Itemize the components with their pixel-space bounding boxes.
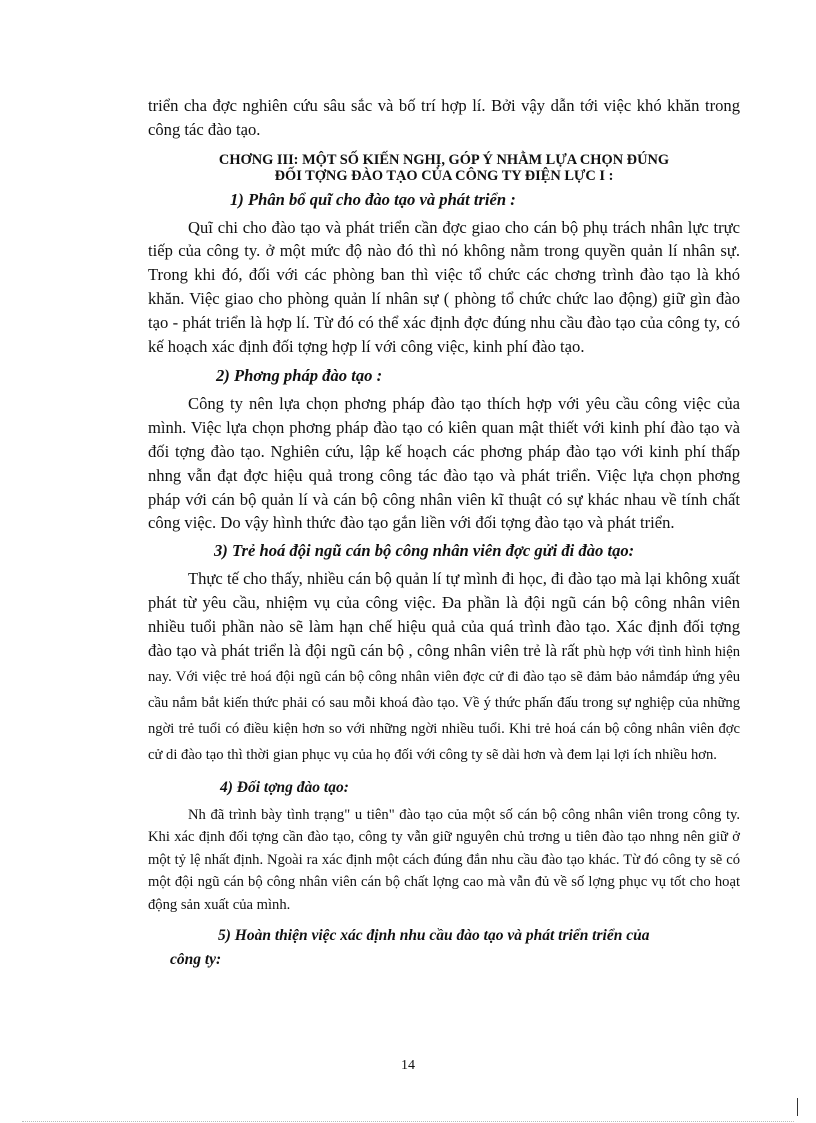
- section-3-heading: 3) Trẻ hoá đội ngũ cán bộ công nhân viên đợc gửi đi đào tạo:: [214, 541, 635, 561]
- section-3-body-small: phù hợp với tình hình hiện nay. Với việc trẻ hoá đội ngũ cán bộ công nhân viên đợc cử đi đào tạo sẽ đảm bảo nắmđáp ứng yêu cầu nắm bắt kiến thức phải có sau mỗi khoá đào tạo. Về ý thức phấn đấu trong sự nghiệp của những ngời trẻ tuổi có điều kiện hơn so với những ngời nhiều tuổi. Khi trẻ hoá cán bộ công nhân viên đợc cử di đào tạo thì thời gian phục vụ của họ đối với công ty sẽ dài hơn và đem lại lợi ích nhiều hơn.: [148, 643, 740, 763]
- section-3-body: [148, 567, 740, 767]
- page-content: [148, 94, 740, 976]
- section-2-heading: 2) Phơng pháp đào tạo :: [216, 366, 383, 386]
- section-2-body: Công ty nên lựa chọn phơng pháp đào tạo thích hợp với yêu cầu công việc của mình. Việc lựa chọn phơng pháp đào tạo có kiên quan mật thiết với kinh phí đào tạo và đối tợng đào tạo. Nghiên cứu, lập kế hoạch các phơng pháp đào tạo với kinh phí thấp nhng vẫn đạt đợc hiệu quả trong công tác đào tạo và phát triển. Việc lựa chọn phơng pháp với cán bộ quản lí và cán bộ công nhân viên kĩ thuật có sự khác nhau về tính chất công việc. Do vậy hình thức đào tạo gắn liền với đối tợng đào tạo và phát triển.: [148, 394, 740, 533]
- page-number: 14: [401, 1058, 415, 1073]
- section-5-heading-line-1: 5) Hoàn thiện việc xác định nhu cầu đào tạo và phát triển triển của: [218, 927, 650, 945]
- page-edge-mark: [797, 1098, 798, 1116]
- chapter-title-line-2: ĐỐI TỢNG ĐÀO TẠO CỦA CÔNG TY ĐIỆN LỰC I :: [274, 167, 614, 184]
- chapter-title-line-1: CHƠNG III: MỘT SỐ KIẾN NGHỊ, GÓP Ý NHẰM LỰA CHỌN ĐÚNG: [218, 151, 670, 168]
- section-4-body: Nh đã trình bày tình trạng" u tiên" đào tạo của một số cán bộ công nhân viên trong công ty. Khi xác định đối tợng cần đào tạo, công ty vẫn giữ nguyên chủ trơng u tiên đào tạo nhng nên giữ ở một tỷ lệ nhất định. Ngoài ra xác định một cách đúng đắn nhu cầu đào tạo khác. Từ đó công ty sẽ có một đội ngũ cán bộ công nhân viên cán bộ chất lợng cao mà vẫn đủ về số lợng phục vụ tốt cho hoạt động sản xuất của mình.: [148, 806, 740, 913]
- section-3-body-large: Thực tế cho thấy, nhiều cán bộ quản lí tự mình đi học, đi đào tạo mà lại không xuất phát từ yêu cầu, nhiệm vụ của công việc. Đa phần là đội ngũ cán bộ công nhân viên nhiều tuổi phần nào sẽ làm hạn chế hiệu quả của quá trình đào tạo. Xác định đối tợng đào tạo và phát triển là đội ngũ cán bộ , công nhân viên trẻ là rất: [148, 569, 740, 660]
- section-5-heading-line-2: công ty:: [170, 951, 222, 969]
- intro-paragraph: triển cha đợc nghiên cứu sâu sắc và bố trí hợp lí. Bởi vậy dẫn tới việc khó khăn trong công tác đào tạo.: [148, 96, 740, 139]
- section-4-heading: 4) Đối tợng đào tạo:: [220, 778, 349, 796]
- section-1-heading: 1) Phân bổ quĩ cho đào tạo và phát triển :: [230, 189, 516, 209]
- section-1-body: Quĩ chi cho đào tạo và phát triển cần đợc giao cho cán bộ phụ trách nhân lực trực tiếp của công ty. ở một mức độ nào đó thì nó không nằm trong quyền quản lí nhân sự. Trong khi đó, đối với các phòng ban thì việc tổ chức các chơng trình đào tạo là khó khăn. Việc giao cho phòng quản lí nhân sự ( phòng tổ chức chức lao động) giữ gìn đào tạo - phát triển là hợp lí. Từ đó có thể xác định đợc đúng nhu cầu đào tạo của công ty, có kế hoạch xác định đối tợng hợp lí với công việc, kinh phí đào tạo.: [148, 217, 740, 356]
- section-5-heading: [148, 924, 740, 972]
- page-bottom-border: [22, 1121, 794, 1122]
- chapter-title: [148, 152, 740, 184]
